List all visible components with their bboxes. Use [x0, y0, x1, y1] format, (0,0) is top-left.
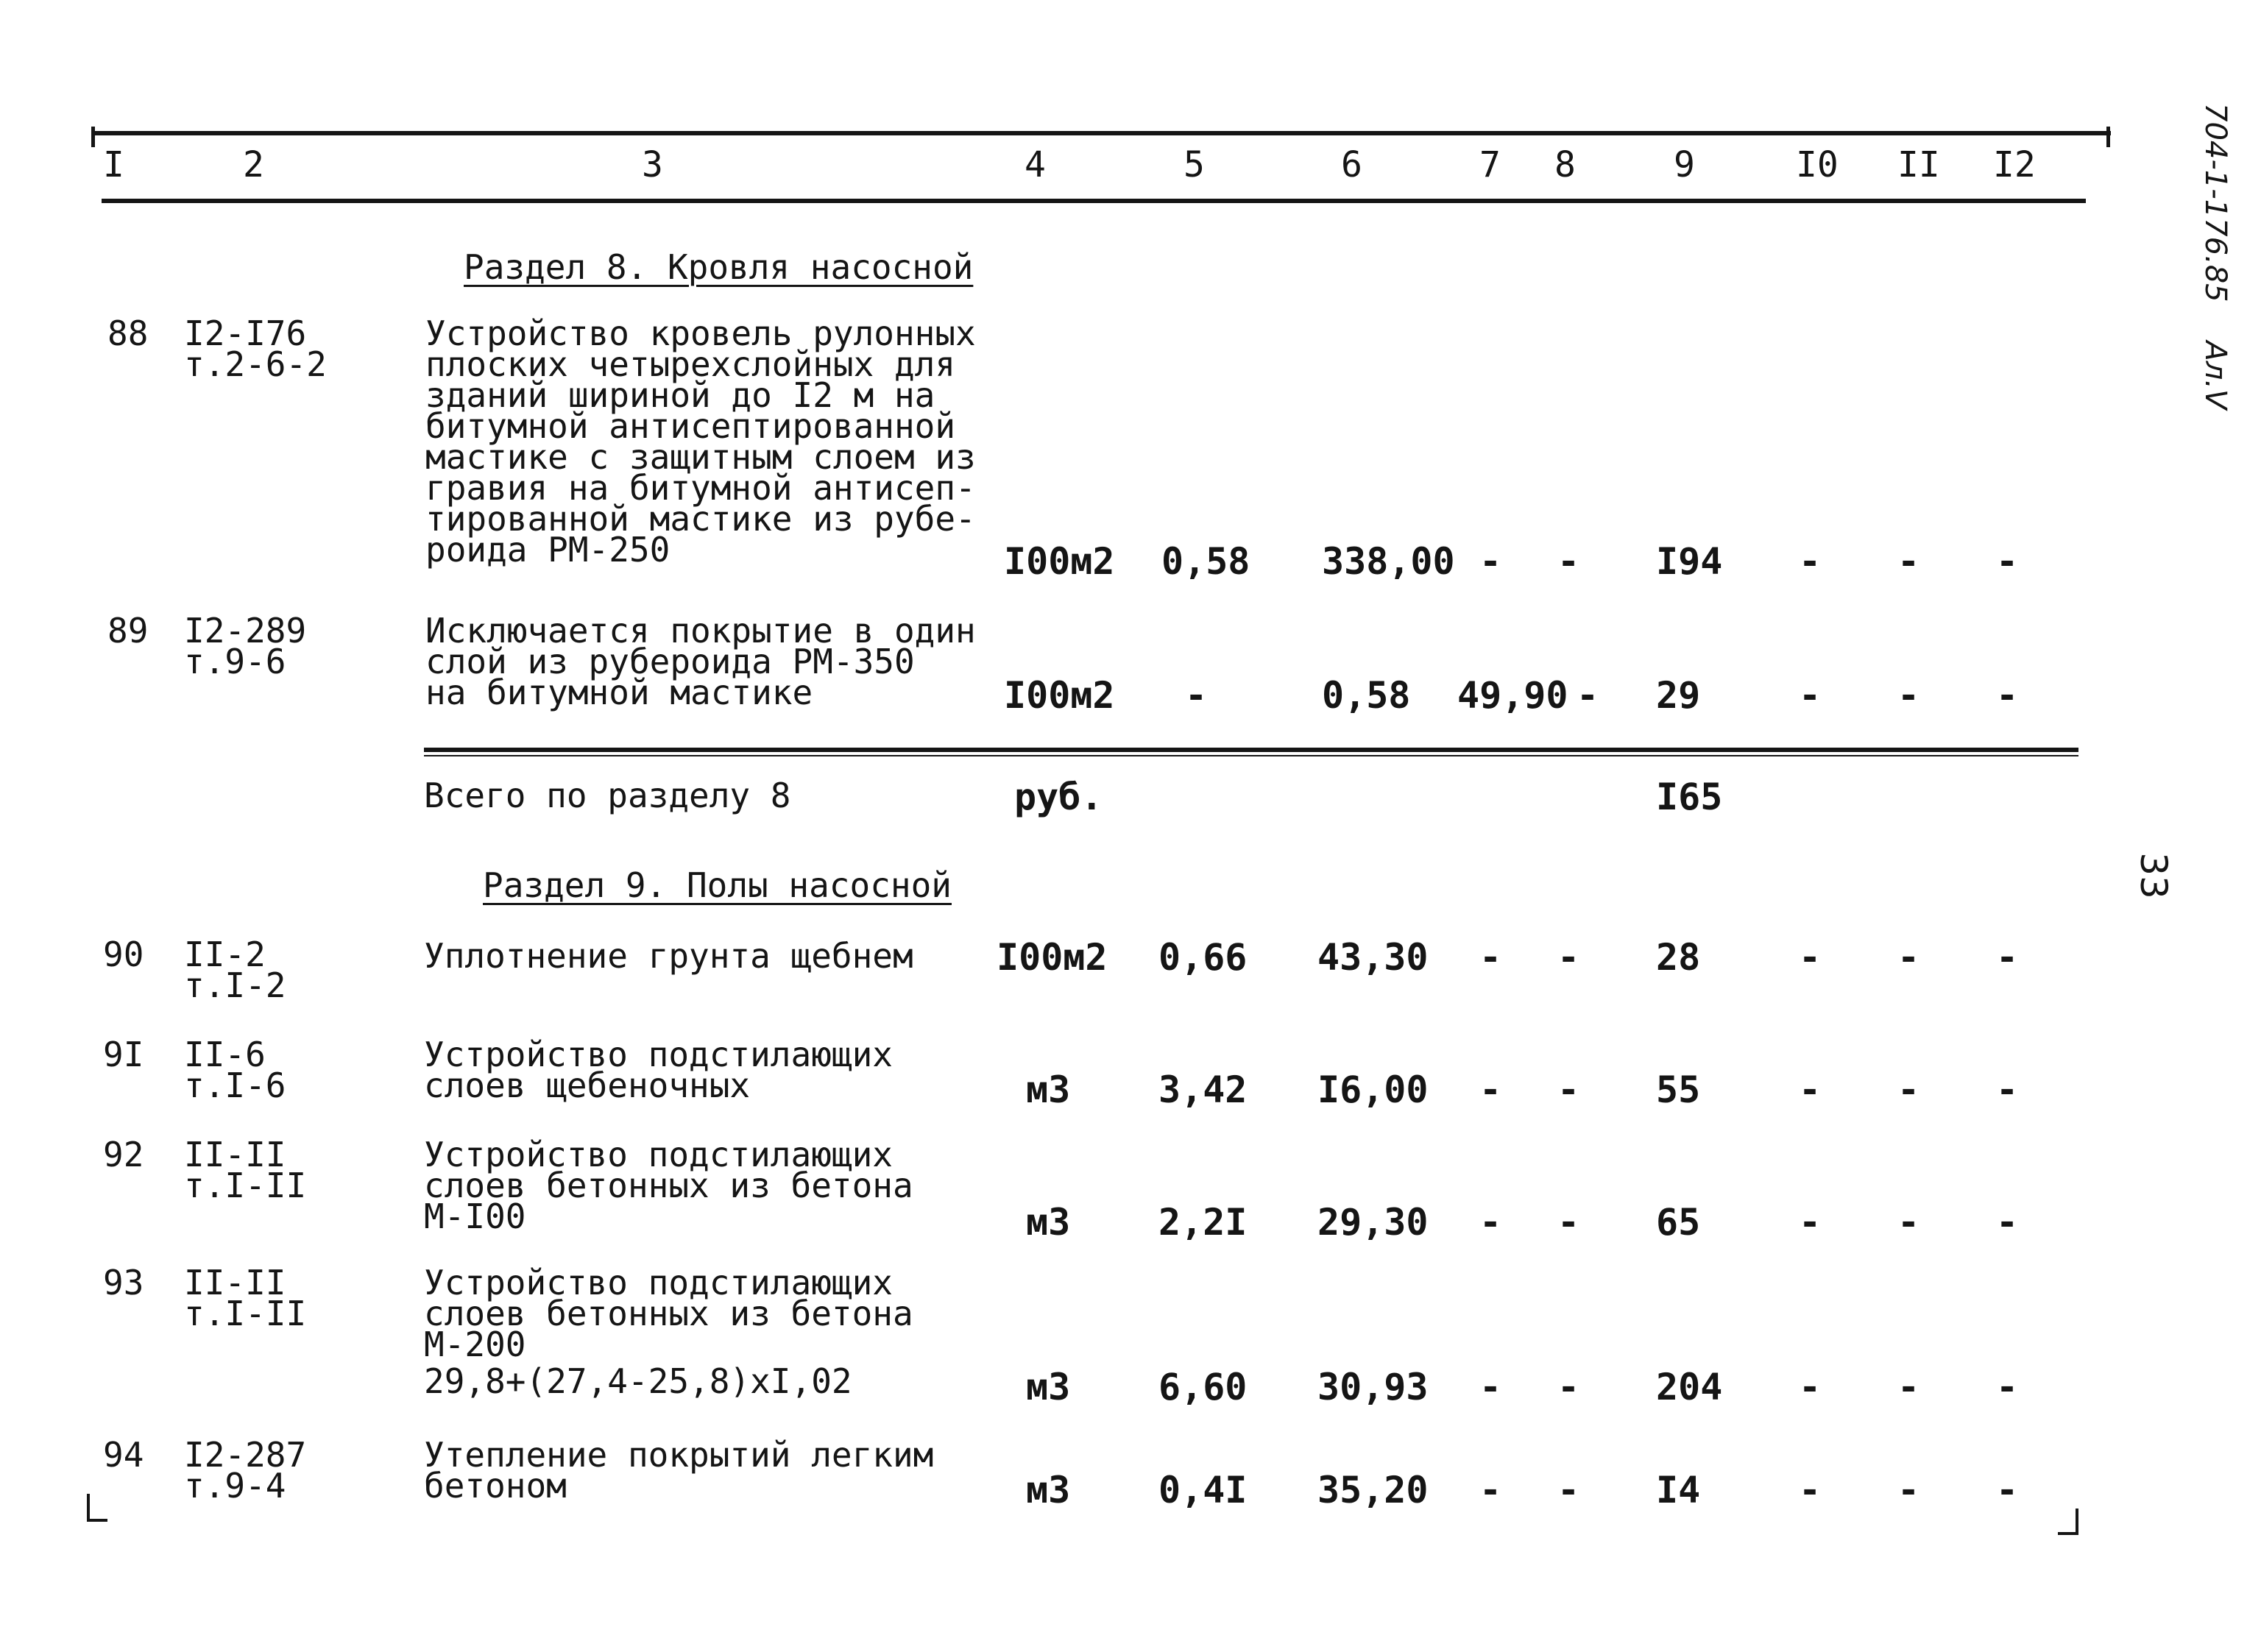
col-header-9: 9 — [1674, 144, 1695, 185]
row-88-desc-line: плоских четырехслойных для — [425, 344, 956, 384]
row-94-unit-price: 35,20 — [1317, 1469, 1429, 1511]
row-88-number: 88 — [107, 313, 149, 353]
row-88-col7: - — [1479, 540, 1502, 583]
corner-mark-bottom-right — [2076, 1509, 2078, 1535]
document-code: 704-1-176.85 — [2198, 103, 2232, 302]
document-code-stamp — [2193, 103, 2237, 442]
row-89-unit: I00м2 — [1004, 674, 1115, 717]
row-88-desc-line: битумной антисептированной — [425, 406, 956, 446]
row-89-col10: - — [1799, 674, 1822, 717]
row-88-code-1: I2-I76 — [184, 313, 307, 353]
row-89-code-1: I2-289 — [184, 611, 307, 650]
row-92-total: 65 — [1656, 1201, 1701, 1244]
row-90-col8: - — [1557, 936, 1580, 979]
row-90-col11: - — [1897, 936, 1920, 979]
section-9-title: Раздел 9. Полы насосной — [483, 865, 952, 905]
col-header-3: 3 — [642, 144, 663, 185]
col-header-7: 7 — [1479, 144, 1501, 185]
row-90-quantity: 0,66 — [1158, 936, 1248, 979]
row-91-code-1: II-6 — [184, 1035, 266, 1074]
row-89-unit-price: 0,58 — [1322, 674, 1411, 717]
row-91-unit-price: I6,00 — [1317, 1068, 1429, 1111]
row-90-number: 90 — [103, 935, 144, 974]
row-91-number: 9I — [103, 1035, 144, 1074]
row-88-unit-price: 338,00 — [1322, 540, 1455, 583]
section-8-total-rule-thin — [424, 755, 2078, 756]
col-header-5: 5 — [1183, 144, 1205, 185]
row-93-desc-line: 29,8+(27,4-25,8)хI,02 — [424, 1361, 852, 1401]
row-88-unit: I00м2 — [1004, 540, 1115, 583]
col-header-12: I2 — [1993, 144, 2036, 185]
row-94-desc-line: Утепление покрытий легким — [424, 1435, 934, 1475]
row-88-desc-line: гравия на битумной антисеп- — [425, 468, 976, 508]
row-92-number: 92 — [103, 1135, 144, 1174]
row-94-col11: - — [1897, 1469, 1920, 1511]
row-89-desc-line: Исключается покрытие в один — [425, 611, 976, 650]
row-93-code-2: т.I-II — [184, 1294, 307, 1333]
col-header-1: I — [103, 144, 124, 185]
row-89-desc-line: на битумной мастике — [425, 673, 813, 712]
col-header-11: II — [1897, 144, 1940, 185]
row-93-desc-line: М-200 — [424, 1325, 526, 1364]
header-left-tick — [91, 127, 95, 147]
row-88-desc-line: Устройство кровель рулонных — [425, 313, 976, 353]
row-91-code-2: т.I-6 — [184, 1066, 286, 1105]
row-89-desc-line: слой из рубероида РМ-350 — [425, 642, 915, 681]
page-number — [2131, 846, 2176, 905]
row-92-col7: - — [1479, 1201, 1502, 1244]
row-91-col7: - — [1479, 1068, 1502, 1111]
row-91-quantity: 3,42 — [1158, 1068, 1248, 1111]
row-91-total: 55 — [1656, 1068, 1701, 1111]
row-88-col10: - — [1799, 540, 1822, 583]
row-93-col10: - — [1799, 1366, 1822, 1408]
row-89-col7: 49,90 — [1457, 674, 1568, 717]
row-90-unit: I00м2 — [997, 936, 1108, 979]
section-8-total-value: I65 — [1656, 776, 1723, 818]
row-91-desc-line: Устройство подстилающих — [424, 1035, 893, 1074]
row-93-col8: - — [1557, 1366, 1580, 1408]
header-bottom-rule — [102, 199, 2086, 203]
row-93-code-1: II-II — [184, 1263, 286, 1302]
page-number-text: 33 — [2132, 852, 2175, 899]
row-94-code-1: I2-287 — [184, 1435, 307, 1475]
row-92-desc-line: М-I00 — [424, 1197, 526, 1236]
corner-mark-bottom-right-foot — [2058, 1532, 2078, 1535]
row-93-col7: - — [1479, 1366, 1502, 1408]
row-94-code-2: т.9-4 — [184, 1466, 286, 1506]
row-94-col7: - — [1479, 1469, 1502, 1511]
row-88-desc-line: тированной мастике из рубе- — [425, 499, 976, 539]
row-89-quantity: - — [1185, 674, 1208, 717]
row-93-col12: - — [1996, 1366, 2019, 1408]
row-92-col10: - — [1799, 1201, 1822, 1244]
row-90-col7: - — [1479, 936, 1502, 979]
section-8-total-label: Всего по разделу 8 — [424, 776, 791, 815]
row-88-col8: - — [1557, 540, 1580, 583]
row-90-code-2: т.I-2 — [184, 965, 286, 1005]
row-90-unit-price: 43,30 — [1317, 936, 1429, 979]
col-header-6: 6 — [1341, 144, 1362, 185]
col-header-4: 4 — [1025, 144, 1046, 185]
row-88-quantity: 0,58 — [1161, 540, 1250, 583]
row-88-code-2: т.2-6-2 — [184, 344, 327, 384]
row-90-total: 28 — [1656, 936, 1701, 979]
row-89-total: 29 — [1656, 674, 1701, 717]
row-88-col11: - — [1897, 540, 1920, 583]
row-92-col11: - — [1897, 1201, 1920, 1244]
col-header-8: 8 — [1554, 144, 1576, 185]
row-89-number: 89 — [107, 611, 149, 650]
row-93-quantity: 6,60 — [1158, 1366, 1248, 1408]
row-91-unit: м3 — [1026, 1068, 1071, 1111]
section-8-title: Раздел 8. Кровля насосной — [464, 247, 974, 287]
row-89-col11: - — [1897, 674, 1920, 717]
row-93-unit: м3 — [1026, 1366, 1071, 1408]
row-91-col12: - — [1996, 1068, 2019, 1111]
row-88-col12: - — [1996, 540, 2019, 583]
row-92-col12: - — [1996, 1201, 2019, 1244]
row-92-code-1: II-II — [184, 1135, 286, 1174]
row-90-col12: - — [1996, 936, 2019, 979]
row-92-desc-line: слоев бетонных из бетона — [424, 1166, 913, 1205]
row-92-unit: м3 — [1026, 1201, 1071, 1244]
row-92-desc-line: Устройство подстилающих — [424, 1135, 893, 1174]
row-89-code-2: т.9-6 — [184, 642, 286, 681]
row-94-number: 94 — [103, 1435, 144, 1475]
row-94-col10: - — [1799, 1469, 1822, 1511]
row-90-description: Уплотнение грунта щебнем — [424, 936, 913, 976]
header-top-rule — [94, 131, 2111, 135]
row-88-desc-line: роида РМ-250 — [425, 530, 670, 570]
row-89-col8: - — [1577, 674, 1599, 717]
row-94-desc-line: бетоном — [424, 1466, 567, 1506]
row-93-desc-line: Устройство подстилающих — [424, 1263, 893, 1302]
row-93-unit-price: 30,93 — [1317, 1366, 1429, 1408]
row-91-desc-line: слоев щебеночных — [424, 1066, 751, 1105]
row-90-code-1: II-2 — [184, 935, 266, 974]
row-92-col8: - — [1557, 1201, 1580, 1244]
row-89-col12: - — [1996, 674, 2019, 717]
corner-mark-bottom-left — [87, 1494, 90, 1520]
row-94-quantity: 0,4I — [1158, 1469, 1248, 1511]
row-92-unit-price: 29,30 — [1317, 1201, 1429, 1244]
row-93-total: 204 — [1656, 1366, 1723, 1408]
row-93-number: 93 — [103, 1263, 144, 1302]
header-right-tick — [2106, 127, 2110, 147]
album-label: Ал.V — [2198, 341, 2232, 410]
row-91-col10: - — [1799, 1068, 1822, 1111]
section-8-total-rule — [424, 748, 2078, 752]
section-8-total-unit: руб. — [1014, 776, 1103, 818]
corner-mark-bottom-left-foot — [87, 1519, 107, 1522]
col-header-2: 2 — [243, 144, 264, 185]
row-94-unit: м3 — [1026, 1469, 1071, 1511]
row-91-col8: - — [1557, 1068, 1580, 1111]
col-header-10: I0 — [1796, 144, 1839, 185]
row-88-desc-line: зданий шириной до I2 м на — [425, 375, 935, 415]
row-88-total: I94 — [1656, 540, 1723, 583]
row-90-col10: - — [1799, 936, 1822, 979]
row-88-desc-line: мастике с защитным слоем из — [425, 437, 976, 477]
row-93-desc-line: слоев бетонных из бетона — [424, 1294, 913, 1333]
row-92-quantity: 2,2I — [1158, 1201, 1248, 1244]
row-94-total: I4 — [1656, 1469, 1701, 1511]
row-94-col8: - — [1557, 1469, 1580, 1511]
row-92-code-2: т.I-II — [184, 1166, 307, 1205]
row-94-col12: - — [1996, 1469, 2019, 1511]
row-93-col11: - — [1897, 1366, 1920, 1408]
row-91-col11: - — [1897, 1068, 1920, 1111]
